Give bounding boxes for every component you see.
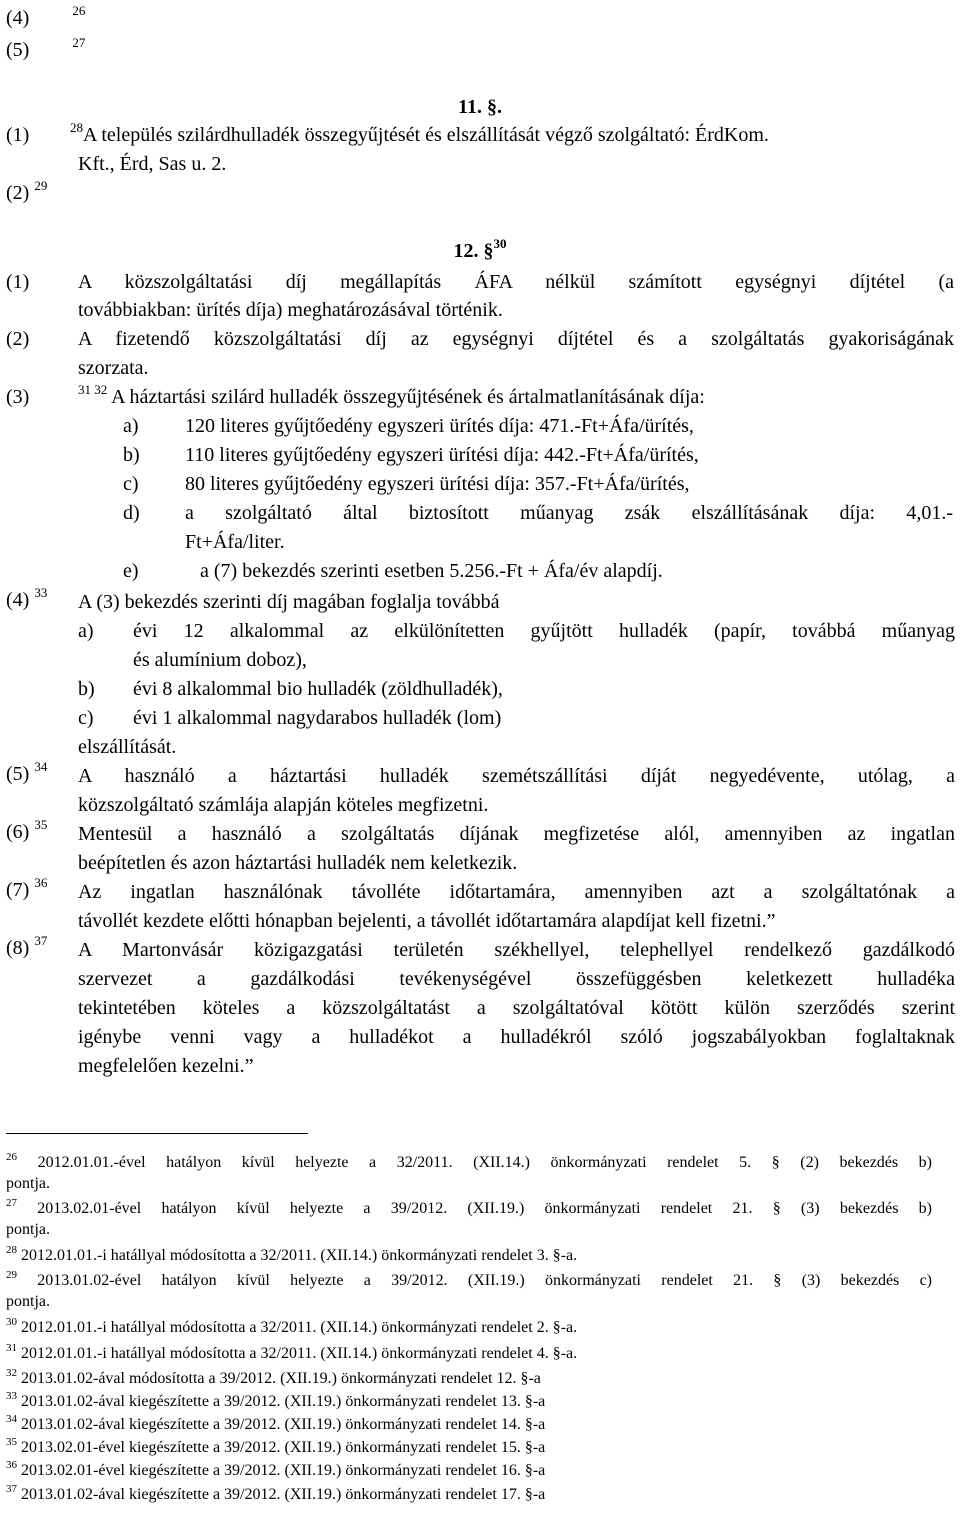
- section-12-paragraph-8-line: igénybe venni vagy a hulladékot a hulladékról szóló jogszabályokban foglaltaknak: [78, 1026, 955, 1048]
- paragraph-number: (2): [6, 328, 30, 350]
- list-item: 80 literes gyűjtőedény egyszeri ürítési díja: 357.-Ft+Áfa/ürítés,: [185, 473, 690, 495]
- section-12-paragraph-8-number: [6, 934, 47, 964]
- footnote: [6, 1271, 932, 1292]
- section-12-paragraph-2-text: A fizetendő közszolgáltatási díj az egységnyi díjtétel és a szolgáltatás gyakoriságának: [78, 328, 954, 350]
- footnote-number: 33: [6, 1390, 17, 1402]
- section-12-paragraph-3-intro: [78, 383, 705, 413]
- section-12-paragraph-5-number: [6, 760, 47, 790]
- paragraph-number: (3): [6, 386, 30, 408]
- footnote-number: 26: [6, 1151, 17, 1163]
- section-12-paragraph-7-text: Az ingatlan használónak távolléte időtartamára, amennyiben azt a szolgáltatónak a: [78, 881, 955, 903]
- footnote: [6, 1369, 541, 1390]
- footnote-text: 2013.01.02-ével hatályon kívül helyezte a 39/2012. (XII.19.) önkormányzati rendelet 21. § (3) bekezdés c): [37, 1272, 932, 1289]
- section-11-paragraph-1-cont: Kft., Érd, Sas u. 2.: [78, 153, 227, 175]
- paragraph-number: (8): [6, 937, 30, 959]
- section-12-paragraph-8-line: A Martonvásár közigazgatási területén székhellyel, telephellyel rendelkező gazdálkodó: [78, 939, 955, 961]
- footnote-text: 2012.01.01.-ével hatályon kívül helyezte a 32/2011. (XII.14.) önkormányzati rendelet 5. § (2) bekezdés b): [37, 1154, 933, 1171]
- section-12-paragraph-5-text: A használó a háztartási hulladék szemétszállítási díját negyedévente, utólag, a: [78, 765, 955, 787]
- list-item-label: a): [123, 415, 139, 437]
- list-item-label: a): [78, 620, 94, 642]
- section-12-paragraph-2-cont: szorzata.: [78, 357, 149, 379]
- section-12-paragraph-1-cont: továbbiakban: ürítés díja) meghatározásával történik.: [78, 299, 503, 321]
- paragraph-number: (4): [6, 589, 30, 611]
- footnote-text: 2012.01.01.-i hatállyal módosította a 32/2011. (XII.14.) önkormányzati rendelet 4. §-a.: [21, 1345, 578, 1362]
- footnote: [6, 1438, 545, 1459]
- footnote-number: 34: [6, 1413, 17, 1425]
- footnote-number: 28: [6, 1244, 17, 1256]
- list-item: évi 8 alkalommal bio hulladék (zöldhulladék),: [133, 678, 503, 700]
- paragraph-number: (7): [6, 879, 30, 901]
- footnote: [6, 1318, 577, 1339]
- footnote: [6, 1153, 932, 1174]
- paragraph-4-top: [6, 4, 85, 34]
- paragraph-number: (4): [6, 7, 30, 29]
- list-item-cont: Ft+Áfa/liter.: [185, 531, 285, 553]
- footnote-number: 32: [6, 1367, 17, 1379]
- footnote-text: 2013.02.01-ével kiegészítette a 39/2012. (XII.19.) önkormányzati rendelet 16. §-a: [21, 1462, 546, 1479]
- footnote: [6, 1246, 577, 1267]
- footnote-text: 2012.01.01.-i hatállyal módosította a 32/2011. (XII.14.) önkormányzati rendelet 3. §-a.: [21, 1247, 578, 1264]
- footnote-ref: 29: [34, 178, 48, 193]
- list-item-cont: és alumínium doboz),: [133, 649, 307, 671]
- section-11-heading: 11. §.: [458, 96, 502, 118]
- list-item-label: d): [123, 502, 140, 524]
- footnote: [6, 1344, 577, 1365]
- footnote-ref: 36: [34, 875, 48, 890]
- footnote-number: 36: [6, 1459, 17, 1471]
- section-title: 12. §: [453, 240, 494, 262]
- paragraph-number: (1): [6, 124, 30, 146]
- list-item: a (7) bekezdés szerinti esetben 5.256.-Ft + Áfa/év alapdíj.: [200, 560, 663, 582]
- section-12-paragraph-8-line: tekintetében köteles a közszolgáltatást a szolgáltatóval kötött külön szerződés szerint: [78, 997, 955, 1019]
- footnote-cont: pontja.: [6, 1175, 50, 1192]
- footnote-ref: 35: [34, 817, 48, 832]
- paragraph-number: (2): [6, 182, 30, 204]
- footnote-text: 2013.02.01-ével kiegészítette a 39/2012. (XII.19.) önkormányzati rendelet 15. §-a: [21, 1439, 546, 1456]
- section-12-heading: [0, 237, 960, 267]
- section-12-paragraph-7-cont: távollét kezdete előtti hónapban bejelenti, a távollét időtartamára alapdíjat kell fizetni.”: [78, 910, 776, 932]
- footnote-text: 2013.02.01-ével hatályon kívül helyezte a 39/2012. (XII.19.) önkormányzati rendelet 21. § (3) bekezdés b): [37, 1200, 933, 1217]
- paragraph-number: (5): [6, 39, 30, 61]
- section-11-paragraph-1-text: [70, 121, 769, 151]
- footnote-number: 31: [6, 1342, 17, 1354]
- list-item-label: e): [123, 560, 139, 582]
- footnote: [6, 1485, 545, 1506]
- footnote-text: 2013.01.02-ával kiegészítette a 39/2012. (XII.19.) önkormányzati rendelet 14. §-a: [21, 1416, 546, 1433]
- list-item-label: c): [123, 473, 139, 495]
- section-12-paragraph-6-number: [6, 818, 47, 848]
- footnote-ref: 26: [72, 3, 86, 18]
- footnote: [6, 1199, 932, 1220]
- footnote-ref: 37: [34, 933, 48, 948]
- footnote-number: 37: [6, 1483, 17, 1495]
- footnote-ref: 33: [34, 585, 48, 600]
- section-12-paragraph-4-outro: elszállítását.: [78, 736, 177, 758]
- list-item-label: b): [123, 444, 140, 466]
- footnote-number: 29: [6, 1269, 17, 1281]
- list-item: évi 1 alkalommal nagydarabos hulladék (lom): [133, 707, 502, 729]
- footnote-text: 2013.01.02-ával kiegészítette a 39/2012. (XII.19.) önkormányzati rendelet 17. §-a: [21, 1486, 546, 1503]
- section-12-paragraph-6-text: Mentesül a használó a szolgáltatás díjának megfizetése alól, amennyiben az ingatlan: [78, 823, 955, 845]
- footnote-text: 2013.01.02-ával módosította a 39/2012. (XII.19.) önkormányzati rendelet 12. §-a: [21, 1370, 541, 1387]
- paragraph-number: (5): [6, 763, 30, 785]
- footnote-ref: 34: [34, 759, 48, 774]
- list-item: 110 literes gyűjtőedény egyszeri ürítési díja: 442.-Ft+Áfa/ürítés,: [185, 444, 699, 466]
- footnote-cont: pontja.: [6, 1293, 50, 1310]
- paragraph-text: A település szilárdhulladék összegyűjtését és elszállítását végző szolgáltató: ÉrdKom.: [83, 124, 769, 146]
- footnote-separator: [6, 1133, 308, 1134]
- footnote-ref: 31 32: [78, 382, 108, 397]
- section-12-paragraph-4-intro: A (3) bekezdés szerinti díj magában foglalja továbbá: [78, 591, 500, 613]
- footnote-text: 2013.01.02-ával kiegészítette a 39/2012. (XII.19.) önkormányzati rendelet 13. §-a: [21, 1393, 546, 1410]
- footnote-ref: 27: [72, 35, 86, 50]
- section-12-paragraph-7-number: [6, 876, 47, 906]
- section-12-paragraph-6-cont: beépítetlen és azon háztartási hulladék nem keletkezik.: [78, 852, 518, 874]
- section-11-paragraph-2: [6, 179, 47, 209]
- section-12-paragraph-1-text: A közszolgáltatási díj megállapítás ÁFA nélkül számított egységnyi díjtétel (a: [78, 271, 954, 293]
- paragraph-text: A háztartási szilárd hulladék összegyűjtésének és ártalmatlanításának díja:: [111, 386, 705, 408]
- footnote-ref: 30: [493, 236, 507, 251]
- list-item-label: c): [78, 707, 94, 729]
- footnote-number: 35: [6, 1436, 17, 1448]
- paragraph-number: (1): [6, 271, 30, 293]
- section-12-paragraph-5-cont: közszolgáltató számlája alapján köteles megfizetni.: [78, 794, 489, 816]
- paragraph-5-top: [6, 36, 85, 66]
- list-item-label: b): [78, 678, 95, 700]
- paragraph-number: (6): [6, 821, 30, 843]
- list-item: a szolgáltató által biztosított műanyag zsák elszállításának díja: 4,01.-: [185, 502, 953, 524]
- section-12-paragraph-8-line: megfelelően kezelni.”: [78, 1055, 254, 1077]
- footnote: [6, 1392, 545, 1413]
- footnote-ref: 28: [70, 120, 83, 135]
- section-11-paragraph-1: [6, 121, 29, 150]
- section-12-paragraph-8-line: szervezet a gazdálkodási tevékenységével összefüggésben keletkezett hulladéka: [78, 968, 955, 990]
- footnote-number: 27: [6, 1197, 17, 1209]
- section-12-paragraph-4-number: [6, 586, 47, 616]
- list-item: évi 12 alkalommal az elkülönítetten gyűjtött hulladék (papír, továbbá műanyag: [133, 620, 955, 642]
- footnote-number: 30: [6, 1316, 17, 1328]
- footnote: [6, 1415, 545, 1436]
- footnote-cont: pontja.: [6, 1221, 50, 1238]
- footnote-text: 2012.01.01.-i hatállyal módosította a 32/2011. (XII.14.) önkormányzati rendelet 2. §-a.: [21, 1319, 578, 1336]
- list-item: 120 literes gyűjtőedény egyszeri ürítés díja: 471.-Ft+Áfa/ürítés,: [185, 415, 694, 437]
- footnote: [6, 1461, 545, 1482]
